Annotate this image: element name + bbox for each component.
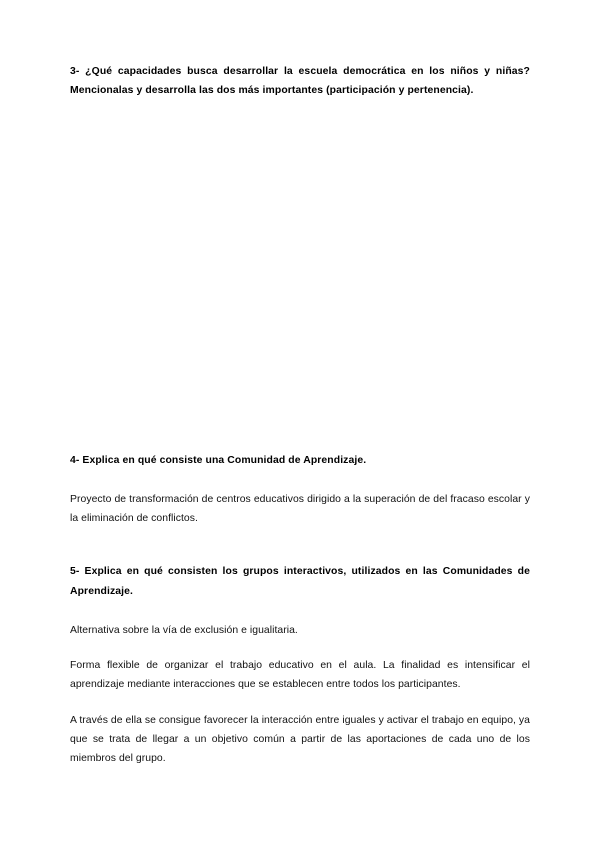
document-body <box>70 62 530 768</box>
spacer-q5 <box>70 601 530 621</box>
question-5-heading: 5- Explica en qué consisten los grupos interactivos, utilizados en las Comunidades de Aprendizaje. <box>70 566 530 597</box>
spacer-before-q5 <box>70 528 530 562</box>
answer-3-blank-space <box>70 101 530 451</box>
answer-5-paragraph-3: A través de ella se consigue favorecer la interacción entre iguales y activar el trabajo en equipo, ya que se trata de llegar a un objetivo común a partir de las aportaciones de cada uno de los miembros del grupo. <box>70 714 530 764</box>
question-3-heading: 3- ¿Qué capacidades busca desarrollar la escuela democrática en los niños y niñas? Mencionalas y desarrolla las dos más importantes (participación y pertenencia). <box>70 66 530 97</box>
spacer-q4 <box>70 470 530 490</box>
answer-5-paragraph-1: Alternativa sobre la vía de exclusión e igualitaria. <box>70 624 298 636</box>
answer-5-paragraph-2: Forma flexible de organizar el trabajo educativo en el aula. La finalidad es intensificar el aprendizaje mediante interacciones que se establecen entre todos los participantes. <box>70 660 530 691</box>
spacer-a5-1 <box>70 640 530 656</box>
question-4-heading: 4- Explica en qué consiste una Comunidad de Aprendizaje. <box>70 454 367 466</box>
spacer-a5-2 <box>70 695 530 711</box>
answer-4-paragraph: Proyecto de transformación de centros educativos dirigido a la superación de del fracaso escolar y la eliminación de conflictos. <box>70 493 530 524</box>
